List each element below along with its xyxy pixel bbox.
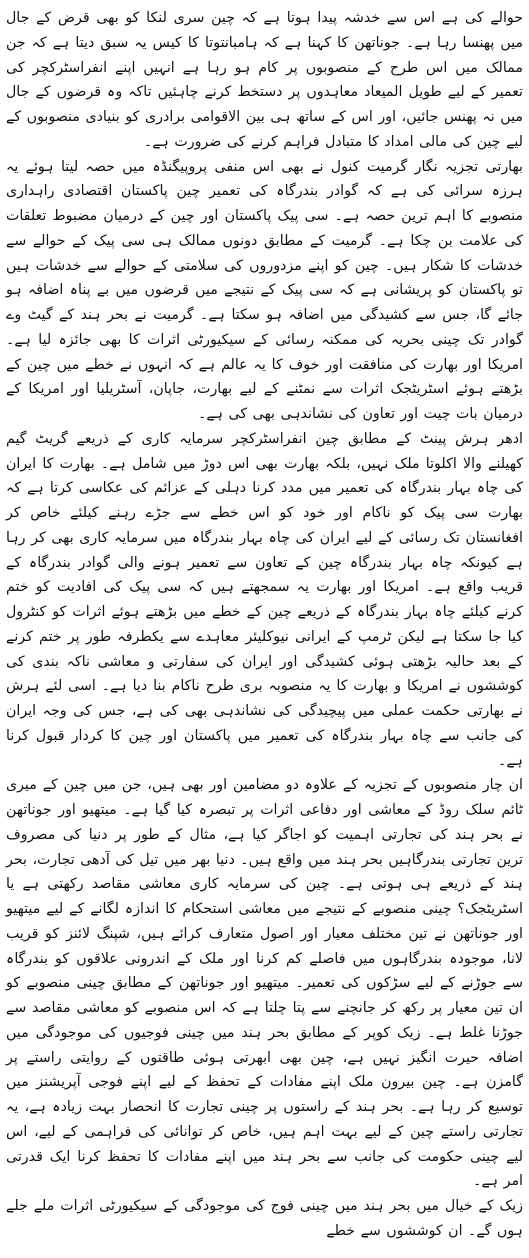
paragraph-hambantota: حوالے کی ہے اس سے خدشہ پیدا ہوتا ہے کہ چین سری لنکا کو بھی قرض کے جال میں پھنسا رہا ہے۔ جوناتھن کا کہنا ہے کہ ہامبانتوتا کا کیس یہ سبق دیتا ہے کہ جن ممالک میں اس طرح کے منصوبوں پر کام ہو رہا ہے انہیں اپنے انفراسٹرکچر کی تعمیر کے لیے طویل المیعاد معاہدوں پر دستخط کرنے چاہئیں تاکہ وہ قرضوں کے جال میں نہ پھنس جائیں، اور اس کے ساتھ ہی بین الاقوامی برادری کو بنیادی منصوبوں کے لیے چین کی مالی امداد کا متبادل فراہم کرنے کی ضرورت ہے۔ xyxy=(6,10,523,150)
paragraph-harsh-pant: ادھر ہرش پینٹ کے مطابق چین انفراسٹرکچر سرمایہ کاری کے ذریعے گریٹ گیم کھیلنے والا اکلوتا ملک نہیں، بلکہ بھارت بھی اس دوڑ میں شامل ہے۔ بھارت کا ایران کی چاہ بہار بندرگاہ کی تعمیر میں مدد کرنا دہلی کے عزائم کی عکاسی کرتا ہے کہ بھارت سی پیک کو ناکام اور خود کو اس خطے سے جڑے رہنے کیلئے خاص کر افغانستان تک رسائی کے لیے ایران کی چاہ بہار بندرگاہ میں سرمایہ کاری بھی کر رہا ہے کیونکہ چاہ بہار بندرگاہ چین کے تعاون سے تعمیر ہونے والی گوادر بندرگاہ کے قریب واقع ہے۔ امریکا اور بھارت یہ سمجھتے ہیں کہ سی پیک کی افادیت کو ختم کرنے کیلئے چاہ بہار بندرگاہ کے ذریعے چین کے خطے میں بڑھتے ہوئے اثرات کو کنٹرول کیا جا سکتا ہے لیکن ٹرمپ کے ایرانی نیوکلیئر معاہدے سے یکطرفہ طور پر ختم کرنے کے بعد حالیہ بڑھتی ہوئی کشیدگی اور ایران کی سفارتی و معاشی ناکہ بندی کی کوششوں نے امریکا و بھارت کا یہ منصوبہ بری طرح ناکام بنا دیا ہے۔ اسی لئے ہرش نے بھارتی حکمت عملی میں پیچیدگی کی نشاندہی بھی کی ہے، جس کی وجہ ایران کی جانب سے چاہ بہار بندرگاہ کی تعمیر میں پاکستان اور چین کا کردار قبول کرنا ہے۔ xyxy=(6,430,523,769)
paragraph-gurmeet-kanwal: بھارتی تجزیہ نگار گرمیت کنول نے بھی اس منفی پروپیگنڈہ میں حصہ لیتا ہوئے یہ ہرزہ سرائی کی ہے کہ گوادر بندرگاہ کی تعمیر چین پاکستان اقتصادی راہداری منصوبے کا اہم ترین حصہ ہے۔ سی پیک پاکستان اور چین کے درمیان مضبوط تعلقات کی علامت بن چکا ہے۔ گرمیت کے مطابق دونوں ممالک ہی سی پیک کے حوالے سے خدشات کا شکار ہیں۔ چین کو اپنے مزدوروں کی سلامتی کے حوالے سے خدشات ہیں تو پاکستان کو پریشانی ہے کہ سی پیک کے نتیجے میں قرضوں میں بے پناہ اضافہ ہو جائے گا، جس سے کشیدگی میں اضافہ ہو سکتا ہے۔ گرمیت نے بحر ہند کے گیٹ وے گوادر تک چینی بحریہ کی ممکنہ رسائی کے سیکیورٹی اثرات کا بھی جائزہ لیا ہے۔ امریکا اور بھارت کی منافقت اور خوف کا یہ عالم ہے کہ انہوں نے خطے میں چین کے بڑھتے ہوئے اسٹریٹجک اثرات سے نمٹنے کے لیے بھارت، جاپان، آسٹریلیا اور امریکا کے درمیان بات چیت اور تعاون کی نشاندہی بھی کی ہے۔ xyxy=(6,158,523,422)
paragraph-maritime-silk-road: ان چار منصوبوں کے تجزیہ کے علاوہ دو مضامین اور بھی ہیں، جن میں چین کے میری ٹائم سلک روڈ کے معاشی اور دفاعی اثرات پر تبصرہ کیا گیا ہے۔ میتھیو اور جوناتھن نے بحر ہند کی تجارتی اہمیت کو اجاگر کیا ہے، مثال کے طور پر دنیا کی مصروف ترین تجارتی بندرگاہیں بحر ہند میں واقع ہیں۔ دنیا بھر میں تیل کی آدھی تجارت، بحر ہند کے ذریعے ہی ہوتی ہے۔ چین کی سرمایہ کاری معاشی مقاصد رکھتی ہے یا اسٹریٹجک؟ چینی منصوبے کے نتیجے میں معاشی استحکام کا اندازہ لگانے کے لیے میتھیو اور جوناتھن نے تین مختلف معیار اور اصول متعارف کرائے ہیں، شپنگ لائنز کو قریب لانا، موجودہ بندرگاہوں میں فاصلے کم کرنا اور ملک کے اندرونی علاقوں کو بندرگاہ سے جوڑنے کے لیے سڑکوں کی تعمیر۔ میتھیو اور جوناتھن کے مطابق چینی منصوبے کو ان تین معیار پر رکھ کر جانچنے سے پتا چلتا ہے کہ اس منصوبے کو معاشی مقاصد سے جوڑنا غلط ہے۔ زیک کوپر کے مطابق بحر ہند میں چینی فوجیوں کی موجودگی میں اضافہ حیرت انگیز نہیں ہے، چین بھی ابھرتی ہوئی طاقتوں کے روایتی راستے پر گامزن ہے۔ چین بیرون ملک اپنے مفادات کے تحفظ کے لیے اپنے فوجی آپریشنز میں توسیع کر رہا ہے۔ بحر ہند کے راستوں پر چینی تجارت کا انحصار بہت زیادہ ہے، یہ تجارتی راستے چین کے لیے بہت اہم ہیں، خاص کر توانائی کی فراہمی کے لیے، اس لیے چینی حکومت کی جانب سے بحر ہند میں اپنے مفادات کا تحفظ کرنا ایک قدرتی امر ہے۔ xyxy=(6,777,523,1190)
paragraph-zack-cooper: زیک کے خیال میں بحر ہند میں چینی فوج کی موجودگی کے سیکیورٹی اثرات ملے جلے ہوں گے۔ ان کوششوں سے خطے xyxy=(6,1198,523,1239)
